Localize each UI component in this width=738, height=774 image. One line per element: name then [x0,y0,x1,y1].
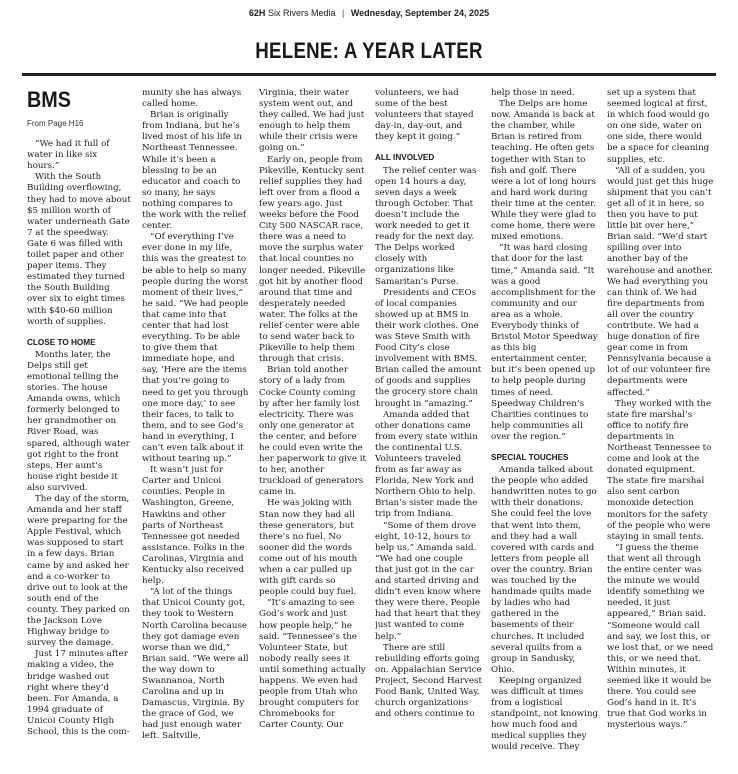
article-column-6 [607,88,714,774]
paragraph: “It was hard closing that door for the last time,” Amanda said. “It was a good accomplishment for the community and our area as a whole. Everybody thinks of Bristol Motor Speedway as this big entertainment center, but it’s been opened up to help people during times of need. Speedway Children’s Charities continues to help communities all over the region.” [491,243,598,442]
folio-separator: | [341,8,345,18]
paragraph: “A lot of the things that Unicoi County got, they took to Western North Carolina because they got damage even worse than we did,” Brian said. “We were all the way down to Swannanoa, North Carolina and up in Damascus, Virginia. By the grace of God, we had just enough water left. Saltville, [142,587,249,742]
jump-line: From Page H16 [27,119,84,128]
page-header [0,0,738,63]
paragraph: There are still rebuilding efforts going on. Appalachian Service Project, Second Harvest Food Bank, United Way, church organizations and others continue to [375,642,482,720]
article-column-1 [27,88,131,774]
article-column-3 [259,88,366,774]
paragraph: “All of a sudden, you would just get this huge shipment that you can’t get all of it in here, so then you have to put little bit over here,” Brian said. “We’d start spilling over into another bay of the warehouse and another. We had everything you can think of. We had fire departments from all over the country contribute. We had a huge donation of fire gear come in from Pennsylvania because a lot of our volunteer fire departments were affected.” [607,165,714,398]
paragraph: Keeping organized was difficult at times from a logistical standpoint, not knowing how much food and medical supplies they would receive. They [491,675,598,753]
paragraph: With the South Building overflowing, they had to move about $5 million worth of water underneath Gate 7 at the speedway. Gate 6 was filled with toilet paper and other paper items. They estimated they turned the South Building over six to eight times with $40-60 million worth of supplies. [27,172,131,327]
paragraph: “It’s amazing to see God’s work and just how people help,” he said. “Tennessee’s the Volunteer State, but nobody really sees it until something actually happens. We even had people from Utah who brought computers for Chromebooks for Carter County. Our [259,598,366,731]
paragraph: help those in need. [491,88,575,98]
paragraph: Amanda added that other donations came from every state within the continental U.S. Volunteers traveled from as far away as Florida, New York and Northern Ohio to help. Brian’s sister made the trip from Indiana. [375,409,478,520]
paragraph: “We had it full of water in like six hours.” [27,139,110,172]
paragraph: Brian is originally from Indiana, but he’s lived most of his life in Northeast Tennessee. While it’s been a blessing to be an educator and coach to so many, he says nothing compares to the work with the relief center. [142,110,247,232]
folio-line [0,8,738,18]
paragraph: “Of everything I’ve ever done in my life, this was the greatest to be able to help so many people during the worst moment of their lives,” he said. “We had people that came into that center that had lost everything. To be able to give them that immediate hope, and say, ‘Here are the items that you’re going to need to get you through one more day,’ to see their faces, to talk to them, and to see God’s hand in everything, I can’t even talk about it without tearing up.” [142,232,249,465]
paragraph: “I guess the theme that went all through the entire center was the minute we would identify something we needed, it just appeared,” Brian said. “Someone would call and say, we lost this, or we lost that, or we need this, or we need that. Within minutes, it seemed like it would be there. You could see God’s hand in it. It’s true that God works in mysterious ways.” [607,542,714,731]
paragraph: Just 17 minutes after making a video, the bridge washed out right where they’d been. For Amanda, a 1994 graduate of Unicoi County High School, this is the com- [27,649,130,737]
paragraph: It wasn’t just for Carter and Unicoi counties. People in Washington, Greene, Hawkins and other parts of Northeast Tennessee got needed assistance. Folks in the Carolinas, Virginia and Kentucky also received help. [142,465,245,587]
paragraph: He was joking with Stan now they had all these generators, but there’s no fuel. No sooner did the words come out of his mouth when a car pulled up with gift cards so people could buy fuel. [259,498,358,598]
article-column-5 [491,88,598,774]
paragraph: The Delps are home now. Amanda is back at the chamber, while Brian is retired from teaching. He often gets together with Stan to fish and golf. There were a lot of long hours and hard work during their time at the center. While they were glad to come home, there were mixed emotions. [491,99,597,243]
subhead-all-involved: ALL INVOLVED [375,153,435,163]
paragraph: They worked with the state fire marshal’s office to notify fire departments in Northeast Tennessee to come and look at the donated equipment. The state fire marshal also sent carbon monoxide detection monitors for the safety of the people who were staying in small tents. [607,398,712,542]
paragraph: Months later, the Delps still get emotional telling the stories. The house Amanda owns, which formerly belonged to her grandmother on River Road, was spared, although water got right to the front steps. Her aunt’s house right beside it also survived. [27,349,130,493]
paragraph: Presidents and CEOs of local companies showed up at BMS in their work clothes. One was Steve Smith with Food City’s close involvement with BMS. Brian called the amount of goods and supplies the grocery store chain brought in “amazing.” [375,287,482,409]
paragraph: “Some of them drove eight, 10-12, hours to help us,” Amanda said. “We had one couple that just got in the car and started driving and didn’t even know where they were there. People had that heart that they just wanted to come help.” [375,520,481,642]
article-column-2 [142,88,249,774]
subhead-special-touches: SPECIAL TOUCHES [491,453,569,462]
paragraph: set up a system that seemed logical at first, in which food would go on one side, water on one side, there would be a space for cleaning supplies, etc. [607,88,710,165]
paragraph: The day of the storm, Amanda and her staff were preparing for the Apple Festival, which was supposed to start in a few days. Brian came by and asked her and a co-worker to drive out to look at the south end of the county. They parked on the Jackson Love Highway bridge to survey the damage. [27,494,130,649]
header-rule [22,73,716,76]
paragraph: volunteers, we had some of the best volunteers that stayed day-in, day-out, and they kept it going.” [375,88,474,143]
page-number: 62H [248,8,266,18]
paragraph: munity she has always called home. [142,88,242,110]
subhead-close-to-home: CLOSE TO HOME [27,337,96,347]
paragraph: Early on, people from Pikeville, Kentucky sent relief supplies they had left over from a flood a few years ago. Just weeks before the Food City 500 NASCAR race, there was a need to move the surplus water that local counties no longer needed. Pikeville got hit by another flood around that time and desperately needed water. The folks at the relief center were able to send water back to Pikeville to help them through that crisis. [259,154,366,365]
paragraph: Brian told another story of a lady from Cocke County coming by after her family lost electricity. There was only one generator at the center, and before he could even write the her paperwork to give it to her, another truckload of generators came in. [259,365,366,498]
publication-name: Six Rivers Media [267,8,336,18]
article-title: BMS [27,88,72,112]
section-banner-title: HELENE: A YEAR LATER [255,38,483,63]
paragraph: Amanda talked about the people who added handwritten notes to go with their donations. She could feel the love that went into them, and they had a wall covered with cards and letters from people all over the country. Brian was touched by the handmade quilts made by ladies who had gathered in the basements of their churches. It included several quilts from a group in Sandusky, Ohio. [491,465,597,675]
article-column-4 [375,88,482,774]
paragraph: Virginia, their water system went out, and they called. We had just enough to help them while their crisis were going on.” [259,88,365,154]
paragraph: The relief center was open 14 hours a day, seven days a week through October. That doesn’t include the work needed to get it ready for the next day. The Delps worked closely with organizations like Samaritan’s Purse. [375,165,477,287]
issue-date: Wednesday, September 24, 2025 [350,8,490,18]
